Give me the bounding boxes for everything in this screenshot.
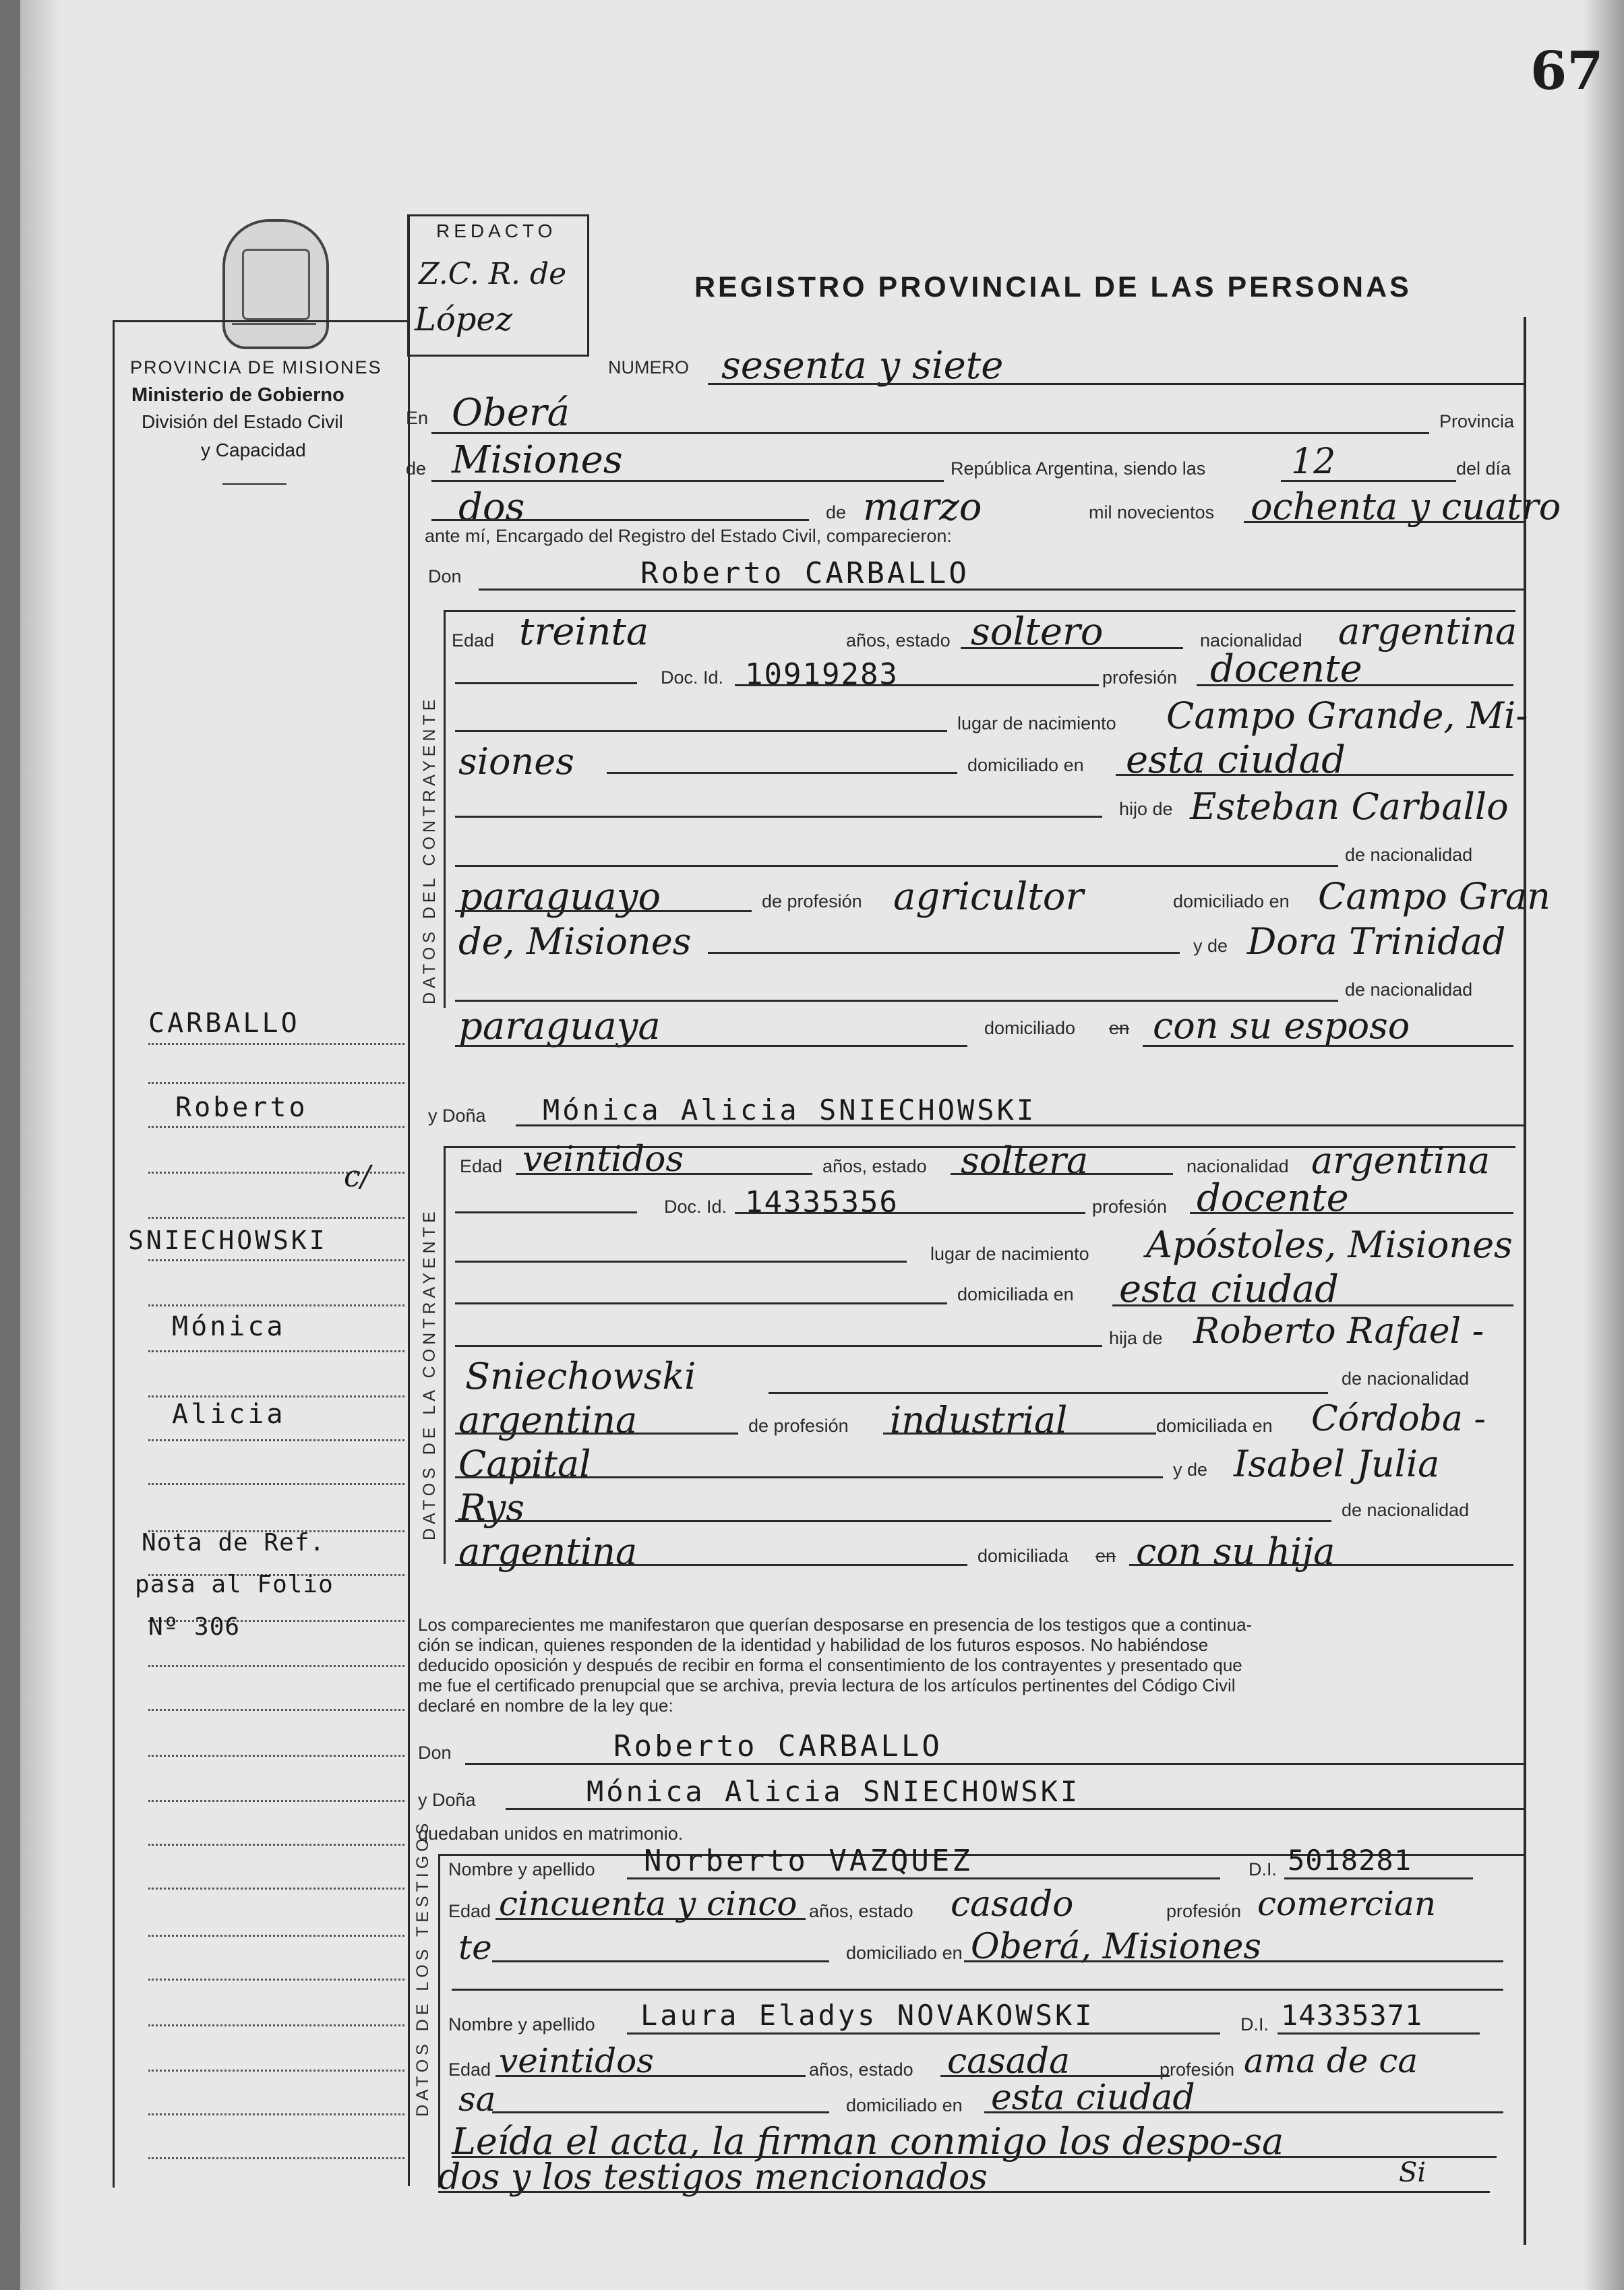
groom-status-value: soltero xyxy=(971,610,1104,654)
numero-label: NUMERO xyxy=(608,357,689,378)
margin-surname-2: SNIECHOWSKI xyxy=(128,1226,328,1255)
witness2-dom-label: domiciliado en xyxy=(846,2095,963,2115)
bride-father-profession: industrial xyxy=(890,1399,1068,1441)
struck-en-text: en xyxy=(1109,1018,1130,1038)
witness2-profession-cont: sa xyxy=(458,2080,496,2119)
stamp-heading: REDACTO xyxy=(436,220,557,241)
groom-mother-residence: con su esposo xyxy=(1153,1004,1410,1047)
bride-father-residence-cont: Capital xyxy=(458,1443,591,1485)
bride-profession-value: docente xyxy=(1197,1176,1349,1220)
provincial-seal-icon xyxy=(222,219,329,349)
page-number: 67 xyxy=(1530,40,1604,102)
bride-status-value: soltera xyxy=(961,1139,1089,1182)
bride-father-value-cont: Sniechowski xyxy=(465,1355,696,1397)
witness2-edad-label: Edad xyxy=(448,2059,491,2080)
closing-si: Si xyxy=(1399,2157,1426,2188)
witness2-residence: esta ciudad xyxy=(991,2078,1195,2118)
witness2-status: casada xyxy=(947,2041,1071,2082)
provincia-label: Provincia xyxy=(1439,411,1515,431)
institution-line-3: División del Estado Civil xyxy=(142,411,343,432)
bride-domicilio-label: domiciliada en xyxy=(957,1284,1074,1304)
bride-profesion-label: profesión xyxy=(1092,1197,1168,1217)
bride-mother-nationality: argentina xyxy=(458,1530,638,1573)
witness2-profesion-label: profesión xyxy=(1160,2059,1235,2080)
margin-note-2: pasa al Folio xyxy=(135,1571,334,1598)
groom-father-prof-label: de profesión xyxy=(762,891,862,911)
bride-father-value: Roberto Rafael - xyxy=(1193,1311,1484,1352)
month-value: marzo xyxy=(863,485,982,529)
institution-line-1: PROVINCIA DE MISIONES xyxy=(130,357,382,378)
groom-doc-label: Doc. Id. xyxy=(661,667,724,688)
day-value: dos xyxy=(458,485,525,529)
y-dona-label: y Doña xyxy=(428,1106,486,1126)
groom-age-value: treinta xyxy=(519,610,649,654)
witness1-profession: comercian xyxy=(1257,1884,1437,1923)
paragraph-line-1: Los comparecientes me manifestaron que querían desposarse en presencia de los testigos que a continua- xyxy=(418,1615,1253,1635)
groom-hijo-label: hijo de xyxy=(1119,799,1173,819)
stamp-line-1: Z.C. R. de xyxy=(419,257,567,291)
bride-section-label: DATOS DE LA CONTRAYENTE xyxy=(420,1207,439,1540)
witness1-name: Norberto VAZQUEZ xyxy=(644,1844,973,1878)
institution-line-2: Ministerio de Gobierno xyxy=(131,384,344,406)
margin-given-name: Roberto xyxy=(175,1092,308,1123)
groom-residence-value: esta ciudad xyxy=(1126,738,1346,782)
margin-note-3: Nº 306 xyxy=(148,1613,241,1641)
bride-name: Mónica Alicia SNIECHOWSKI xyxy=(543,1093,1037,1126)
stamp-line-2: López xyxy=(415,301,513,338)
bride-mother-nac-label: de nacionalidad xyxy=(1342,1500,1470,1520)
del-dia-label: del día xyxy=(1456,458,1511,479)
bride-age-value: veintidos xyxy=(522,1139,684,1180)
declaration-dona-label: y Doña xyxy=(418,1790,476,1810)
province-value: Misiones xyxy=(452,438,623,482)
page-shadow xyxy=(20,0,61,2290)
witness1-estado-label: años, estado xyxy=(809,1901,913,1921)
groom-birthplace-value: Campo Grande, Mi- xyxy=(1166,694,1528,737)
groom-birthplace-cont: siones xyxy=(458,740,574,783)
witness2-di: 14335371 xyxy=(1281,1999,1423,2032)
bride-birthplace-value: Apóstoles, Misiones xyxy=(1146,1224,1513,1266)
closing-line-2: dos y los testigos mencionados xyxy=(438,2157,988,2198)
hour-value: 12 xyxy=(1291,442,1336,482)
act-number-value: sesenta y siete xyxy=(721,344,1004,388)
witness1-residence: Oberá, Misiones xyxy=(971,1927,1262,1967)
margin-note-1: Nota de Ref. xyxy=(142,1529,326,1557)
bride-mother-value-cont: Rys xyxy=(458,1486,524,1529)
groom-father-dom-label: domiciliado en xyxy=(1173,891,1290,911)
groom-mother-nationality: paraguaya xyxy=(458,1004,661,1048)
bride-mother-residence: con su hija xyxy=(1136,1530,1335,1573)
year-value: ochenta y cuatro xyxy=(1251,485,1561,528)
de-label: de xyxy=(406,458,427,479)
witness2-estado-label: años, estado xyxy=(809,2059,913,2080)
bride-doc-value: 14335356 xyxy=(745,1185,899,1219)
witness1-profesion-label: profesión xyxy=(1166,1901,1242,1921)
groom-nacionalidad-label: nacionalidad xyxy=(1200,630,1302,651)
margin-given-name-2a: Mónica xyxy=(172,1311,286,1342)
groom-lugar-label: lugar de nacimiento xyxy=(957,713,1116,733)
paragraph-line-2: ción se indican, quienes responden de la identidad y habilidad de los futuros esposos. No habiéndose xyxy=(418,1635,1209,1655)
registry-title: REGISTRO PROVINCIAL DE LAS PERSONAS xyxy=(694,271,1412,303)
en-label: En xyxy=(406,408,429,428)
bride-father-nac-label: de nacionalidad xyxy=(1342,1368,1470,1389)
groom-father-nationality: paraguayo xyxy=(458,875,661,919)
witness2-di-label: D.I. xyxy=(1240,2014,1269,2035)
groom-mother-label: y de xyxy=(1193,936,1228,956)
quedaban-text: quedaban unidos en matrimonio. xyxy=(418,1824,684,1844)
closing-line-1: Leída el acta, la firman conmigo los despo-sa xyxy=(452,2120,1284,2163)
groom-father-profession: agricultor xyxy=(893,875,1084,919)
declaration-bride: Mónica Alicia SNIECHOWSKI xyxy=(587,1775,1081,1808)
paragraph-line-4: me fue el certificado prenupcial que se archiva, previa lectura de los artículos pertinentes del Código Civil xyxy=(418,1675,1236,1695)
page-edge-shadow xyxy=(1584,0,1624,2290)
don-label: Don xyxy=(428,566,462,586)
witness1-status: casado xyxy=(951,1884,1074,1925)
groom-estado-label: años, estado xyxy=(846,630,951,651)
witness1-di-label: D.I. xyxy=(1249,1859,1277,1879)
groom-profession-value: docente xyxy=(1210,647,1362,691)
groom-domicilio-label: domiciliado en xyxy=(967,755,1084,775)
groom-name: Roberto CARBALLO xyxy=(640,556,969,591)
groom-profesion-label: profesión xyxy=(1102,667,1178,688)
place-value: Oberá xyxy=(452,391,570,435)
groom-mother-value: Dora Trinidad xyxy=(1247,920,1506,963)
declaration-don-label: Don xyxy=(418,1743,452,1763)
groom-nationality-value: argentina xyxy=(1338,610,1517,653)
bride-doc-label: Doc. Id. xyxy=(664,1197,727,1217)
declaration-groom: Roberto CARBALLO xyxy=(613,1729,942,1764)
groom-father-nac-label: de nacionalidad xyxy=(1345,845,1473,865)
ante-mi-text: ante mí, Encargado del Registro del Estado Civil, comparecieron: xyxy=(425,526,952,546)
bride-nationality-value: argentina xyxy=(1311,1139,1491,1182)
margin-surname: CARBALLO xyxy=(148,1008,300,1039)
witness1-dom-label: domiciliado en xyxy=(846,1943,963,1963)
witnesses-section-label: DATOS DE LOS TESTIGOS xyxy=(413,1819,432,2117)
bride-mother-dom-label: domiciliada xyxy=(978,1546,1069,1566)
witness2-name: Laura Eladys NOVAKOWSKI xyxy=(640,1999,1095,2032)
bride-nacionalidad-label: nacionalidad xyxy=(1186,1156,1289,1176)
bride-estado-label: años, estado xyxy=(822,1156,927,1176)
paragraph-line-3: deducido oposición y después de recibir en forma el consentimiento de los contrayentes y presentado que xyxy=(418,1655,1242,1675)
struck-en-text-2: en xyxy=(1095,1546,1116,1566)
witness1-edad-label: Edad xyxy=(448,1901,491,1921)
witness2-age: veintidos xyxy=(499,2041,654,2080)
groom-mother-nac-label: de nacionalidad xyxy=(1345,980,1473,1000)
witness2-name-label: Nombre y apellido xyxy=(448,2014,595,2035)
groom-doc-value: 10919283 xyxy=(745,657,899,692)
register-page xyxy=(20,0,1624,2290)
groom-section-label: DATOS DEL CONTRAYENTE xyxy=(420,695,439,1004)
groom-edad-label: Edad xyxy=(452,630,495,651)
margin-conjunction: c/ xyxy=(344,1159,371,1194)
redacto-stamp xyxy=(407,214,589,357)
bride-father-nationality: argentina xyxy=(458,1399,638,1441)
institution-line-4: y Capacidad xyxy=(201,440,306,460)
witness1-di: 5018281 xyxy=(1288,1844,1412,1877)
groom-mother-dom-label: domiciliado xyxy=(984,1018,1076,1038)
groom-father-value: Esteban Carballo xyxy=(1190,785,1509,828)
bride-father-dom-label: domiciliada en xyxy=(1156,1416,1273,1436)
bride-lugar-label: lugar de nacimiento xyxy=(930,1244,1089,1264)
witness1-name-label: Nombre y apellido xyxy=(448,1859,595,1879)
paragraph-line-5: declaré en nombre de la ley que: xyxy=(418,1695,673,1716)
bride-mother-label: y de xyxy=(1173,1459,1208,1480)
groom-father-residence: Campo Gran xyxy=(1318,875,1551,917)
bride-edad-label: Edad xyxy=(460,1156,503,1176)
bride-father-prof-label: de profesión xyxy=(748,1416,849,1436)
witness1-age: cincuenta y cinco xyxy=(499,1884,798,1923)
mil-novecientos-label: mil novecientos xyxy=(1089,502,1215,522)
bride-father-residence: Córdoba - xyxy=(1311,1399,1486,1439)
groom-father-residence-cont: de, Misiones xyxy=(458,920,692,963)
republica-label: República Argentina, siendo las xyxy=(951,458,1206,479)
margin-given-name-2b: Alicia xyxy=(172,1399,286,1430)
bride-hija-label: hija de xyxy=(1109,1328,1163,1348)
bride-mother-value: Isabel Julia xyxy=(1234,1443,1440,1485)
witness2-profession: ama de ca xyxy=(1244,2041,1418,2080)
de-mes-label: de xyxy=(826,502,847,522)
witness1-profession-cont: te xyxy=(458,1928,492,1967)
bride-residence-value: esta ciudad xyxy=(1119,1267,1339,1311)
